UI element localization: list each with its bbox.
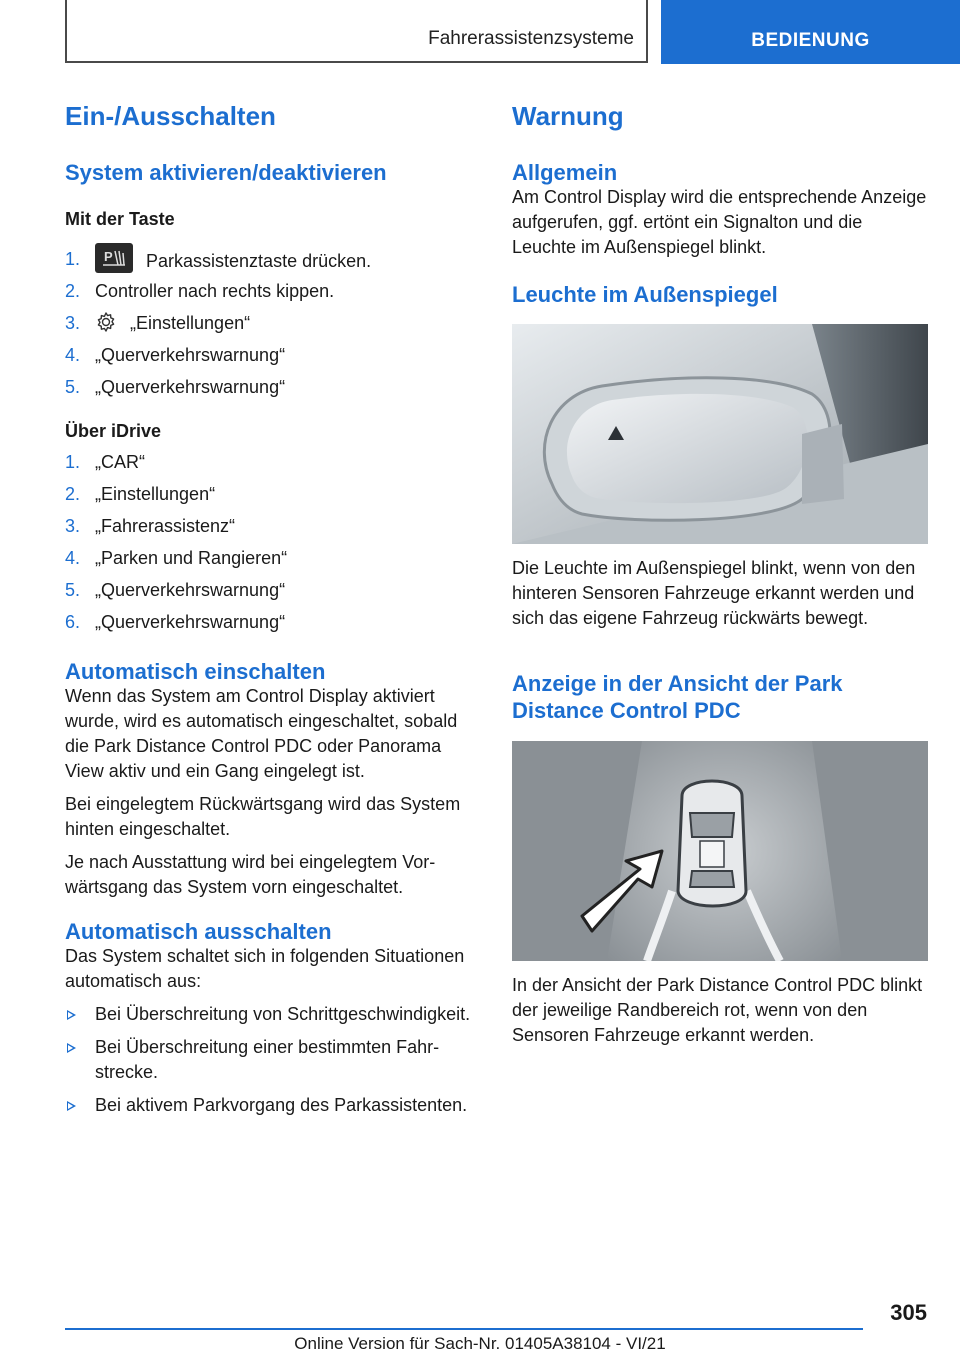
step-text: „Parken und Rangieren“ bbox=[95, 548, 288, 568]
bullet-text: Bei aktivem Parkvorgang des Parkassistenten. bbox=[95, 1095, 468, 1115]
paragraph: Am Control Display wird die entsprechende Anzeige aufgerufen, ggf. ertönt ein Signalton und die Leuchte im Außenspiegel blinkt. bbox=[512, 187, 927, 257]
list-item bbox=[65, 610, 480, 642]
list-item bbox=[65, 311, 480, 343]
paragraph: Je nach Ausstattung wird bei eingelegtem Vorwärtsgang das System vorn eingeschaltet. bbox=[65, 852, 436, 897]
step-number: 1. bbox=[65, 452, 81, 472]
step-number: 2. bbox=[65, 484, 81, 504]
heading-automatisch-ausschalten: Automatisch ausschalten bbox=[65, 919, 332, 944]
triangle-bullet-icon bbox=[67, 1010, 76, 1020]
step-text: „Einstellungen“ bbox=[95, 484, 216, 504]
list-item bbox=[65, 279, 480, 311]
pdc-view-image bbox=[512, 741, 928, 961]
step-number: 5. bbox=[65, 580, 81, 600]
list-item bbox=[65, 514, 480, 546]
list-item bbox=[65, 482, 480, 514]
step-number: 3. bbox=[65, 516, 81, 536]
step-text: „Querverkehrswarnung“ bbox=[95, 612, 286, 632]
bullet-text: Bei Überschreitung von Schrittgeschwindigkeit. bbox=[95, 1004, 471, 1024]
footer-text: Online Version für Sach-Nr. 01405A38104 - VI/21 bbox=[294, 1334, 666, 1353]
step-text: Parkassistenztaste drücken. bbox=[146, 250, 372, 271]
step-number: 4. bbox=[65, 345, 81, 365]
heading-warnung: Warnung bbox=[512, 101, 624, 131]
gear-icon bbox=[95, 311, 117, 333]
heading-mit-der-taste: Mit der Taste bbox=[65, 209, 175, 229]
right-column bbox=[512, 100, 928, 1048]
step-text: „Querverkehrswarnung“ bbox=[95, 377, 286, 397]
header-section-title: Fahrerassistenzsysteme bbox=[428, 28, 634, 49]
heading-ueber-idrive: Über iDrive bbox=[65, 421, 162, 441]
list-item bbox=[65, 450, 480, 482]
paragraph: Die Leuchte im Außenspiegel blinkt, wenn von den hinteren Sensoren Fahrzeuge erkannt werden und sich das eigene Fahrzeug rückwärts bewegt. bbox=[512, 558, 916, 628]
bullet-text: Bei Überschreitung einer bestimmten Fahrstrecke. bbox=[95, 1037, 440, 1082]
taste-steps-list bbox=[65, 247, 480, 407]
mirror-warning-image bbox=[512, 324, 928, 544]
triangle-bullet-icon bbox=[67, 1101, 76, 1111]
list-item bbox=[65, 578, 480, 610]
step-number: 6. bbox=[65, 612, 81, 632]
paragraph: In der Ansicht der Park Distance Control PDC blinkt der jeweilige Randbereich rot, wenn von den Sensoren Fahrzeuge erkannt werden. bbox=[512, 975, 923, 1045]
page-number: 305 bbox=[890, 1300, 927, 1325]
step-number: 2. bbox=[65, 281, 81, 301]
header-tab bbox=[661, 0, 960, 64]
step-text: Controller nach rechts kippen. bbox=[95, 281, 335, 301]
left-column bbox=[65, 100, 480, 1126]
step-number: 1. bbox=[65, 249, 81, 269]
list-item bbox=[65, 247, 480, 279]
heading-ein-ausschalten: Ein-/Ausschalten bbox=[65, 101, 276, 131]
heading-leuchte-aussenspiegel: Leuchte im Außenspiegel bbox=[512, 282, 778, 307]
park-assist-button-icon bbox=[95, 243, 133, 273]
header-tab-label: BEDIENUNG bbox=[751, 30, 870, 51]
auto-aus-bullet-list bbox=[65, 1002, 480, 1118]
step-number: 4. bbox=[65, 548, 81, 568]
list-item bbox=[65, 1002, 480, 1027]
header-box bbox=[65, 0, 648, 63]
triangle-bullet-icon bbox=[67, 1043, 76, 1053]
list-item bbox=[65, 1093, 480, 1118]
list-item bbox=[65, 1035, 480, 1085]
svg-text:P: P bbox=[104, 249, 113, 264]
step-text: „Querverkehrswarnung“ bbox=[95, 580, 286, 600]
paragraph: Bei eingelegtem Rückwärtsgang wird das System hinten eingeschaltet. bbox=[65, 794, 461, 839]
heading-anzeige-pdc: Anzeige in der Ansicht der Park Distance Control PDC bbox=[512, 671, 843, 723]
step-text: „Querverkehrswarnung“ bbox=[95, 345, 286, 365]
step-text: „Fahrerassistenz“ bbox=[95, 516, 236, 536]
step-text: „CAR“ bbox=[95, 452, 145, 472]
heading-allgemein: Allgemein bbox=[512, 160, 618, 185]
paragraph: Das System schaltet sich in folgenden Situationen automatisch aus: bbox=[65, 946, 465, 991]
step-number: 3. bbox=[65, 313, 81, 333]
step-text: „Einstellungen“ bbox=[130, 313, 251, 333]
heading-system-aktivieren: System aktivieren/deaktivieren bbox=[65, 160, 387, 185]
heading-automatisch-einschalten: Automatisch einschalten bbox=[65, 659, 326, 684]
list-item bbox=[65, 546, 480, 578]
step-number: 5. bbox=[65, 377, 81, 397]
list-item bbox=[65, 343, 480, 375]
paragraph: Wenn das System am Control Display aktiviert wurde, wird es automatisch eingeschaltet, sobald die Park Distance Control PDC oder Panorama View aktiv und ein Gang eingelegt ist. bbox=[65, 686, 458, 781]
idrive-steps-list bbox=[65, 450, 480, 642]
footer-divider bbox=[65, 1328, 863, 1330]
list-item bbox=[65, 375, 480, 407]
